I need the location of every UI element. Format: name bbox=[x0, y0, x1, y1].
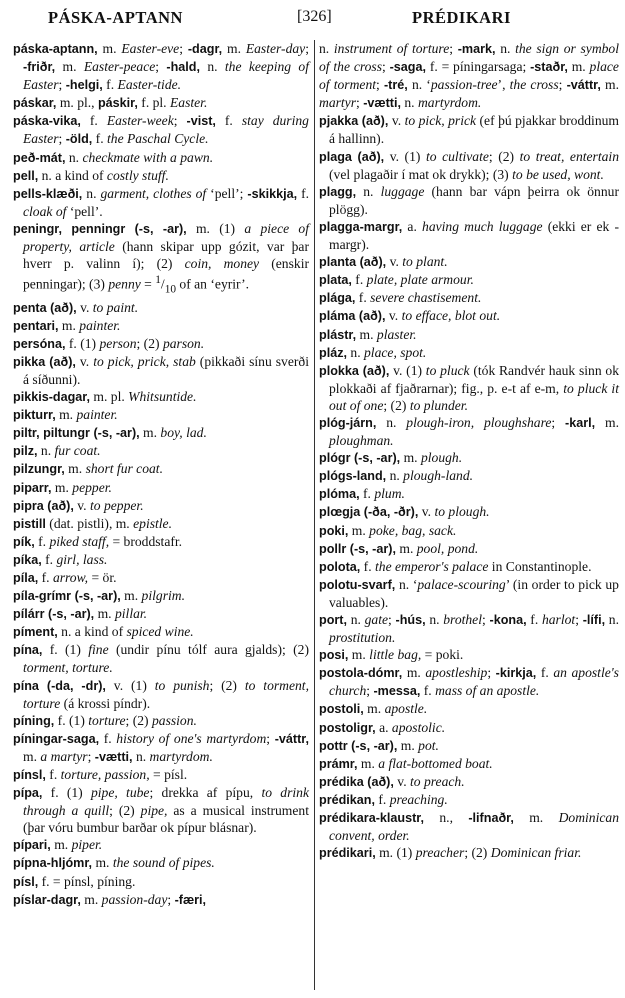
header-right-guide-word: PRÉDIKARI bbox=[412, 8, 511, 27]
dictionary-entry: persóna, f. (1) person; (2) parson. bbox=[13, 335, 205, 351]
dictionary-entry: prédika (að), v. to preach. bbox=[319, 773, 465, 789]
dictionary-entry: posi, m. little bag, = poki. bbox=[319, 647, 464, 663]
dictionary-entry: polotu-svarf, n. ‘palace-scouring’ (in order to pick up valuables). bbox=[319, 576, 619, 610]
dictionary-entry: postoli, m. apostle. bbox=[319, 701, 428, 717]
dictionary-entry: pína, f. (1) fine (undir pínu tólf aura gjalds); (2) torment, torture. bbox=[13, 642, 309, 676]
dictionary-entry: pláz, n. place, spot. bbox=[319, 344, 427, 360]
dictionary-entry: plóma, f. plum. bbox=[319, 486, 405, 502]
left-column bbox=[13, 40, 309, 909]
dictionary-entry: píning, f. (1) torture; (2) passion. bbox=[13, 712, 197, 728]
dictionary-entry: páska-vika, f. Easter-week; -vist, f. stay during Easter; -öld, f. the Paschal Cycle. bbox=[13, 113, 309, 147]
dictionary-entry: pistill (dat. pistli), m. epistle. bbox=[13, 515, 172, 531]
column-divider bbox=[314, 40, 315, 990]
dictionary-entry: píla-grímr (-s, -ar), m. pilgrim. bbox=[13, 588, 185, 604]
dictionary-entry: plagga-margr, a. having much luggage (ekki er ek -margr). bbox=[319, 218, 619, 253]
dictionary-entry: polota, f. the emperor's palace in Constantinople. bbox=[319, 558, 592, 574]
dictionary-entry: píka, f. girl, lass. bbox=[13, 551, 108, 567]
dictionary-entry: prámr, m. a flat-bottomed boat. bbox=[319, 755, 493, 771]
dictionary-entry: planta (að), v. to plant. bbox=[319, 254, 448, 270]
dictionary-entry: piltr, piltungr (-s, -ar), m. boy, lad. bbox=[13, 425, 207, 441]
dictionary-entry: píningar-saga, f. history of one's martyrdom; -váttr, m. a martyr; -vætti, n. martyrdom. bbox=[13, 730, 309, 764]
dictionary-entry: postoligr, a. apostolic. bbox=[319, 719, 446, 735]
dictionary-entry: plógr (-s, -ar), m. plough. bbox=[319, 450, 463, 466]
dictionary-entry: n. instrument of torture; -mark, n. the sign or symbol of the cross; -saga, f. = píningarsaga; -staðr, m. place of torment; -tré, n. ‘passion-tree’, the cross; -váttr, m. martyr; -vætti, n. martyrdom. bbox=[319, 41, 620, 111]
dictionary-entry: prédikari, m. (1) preacher; (2) Dominican friar. bbox=[319, 845, 582, 861]
dictionary-entry: pjakka (að), v. to pick, prick (ef þú pjakkar broddinum á hallinn). bbox=[319, 113, 620, 147]
dictionary-entry: plœgja (-ða, -ðr), v. to plough. bbox=[319, 504, 490, 520]
dictionary-entry: páskar, m. pl., páskir, f. pl. Easter. bbox=[13, 95, 208, 111]
dictionary-entry: poki, m. poke, bag, sack. bbox=[319, 522, 457, 538]
dictionary-entry: plóg-járn, n. plough-iron, ploughshare; -karl, m. ploughman. bbox=[319, 414, 619, 449]
dictionary-entry: peð-mát, n. checkmate with a pawn. bbox=[13, 149, 214, 165]
dictionary-entry: plokka (að), v. (1) to pluck (tók Randvér hauk sinn ok plokkaði af fjaðrarnar); fig., p. e-t af e-m, to pluck it out of one; (2) to plunder. bbox=[319, 362, 620, 413]
dictionary-entry: piparr, m. pepper. bbox=[13, 479, 112, 495]
dictionary-entry: postola-dómr, m. apostleship; -kirkja, f. an apostle's church; -messa, f. mass of an apostle. bbox=[319, 665, 619, 699]
dictionary-entry: pláma (að), v. to efface, blot out. bbox=[319, 308, 501, 324]
dictionary-entry: plága, f. severe chastisement. bbox=[319, 290, 482, 306]
dictionary-entry: páska-aptann, m. Easter-eve; -dagr, m. Easter-day; -friðr, m. Easter-peace; -hald, n. the keeping of Easter; -helgi, f. Easter-tide. bbox=[13, 41, 309, 93]
dictionary-entry: pottr (-s, -ar), m. pot. bbox=[319, 737, 439, 753]
dictionary-entry: pollr (-s, -ar), m. pool, pond. bbox=[319, 540, 479, 556]
dictionary-entry: píslar-dagr, m. passion-day; -færi, bbox=[13, 891, 207, 907]
page-number: [326] bbox=[297, 8, 332, 25]
header-left-guide-word: PÁSKA-APTANN bbox=[48, 8, 183, 27]
dictionary-entry: plagg, n. luggage (hann bar vápn þeirra ok önnur plögg). bbox=[319, 183, 619, 217]
dictionary-entry: penta (að), v. to paint. bbox=[13, 299, 139, 315]
dictionary-entry: port, n. gate; -hús, n. brothel; -kona, f. harlot; -lífi, n. prostitution. bbox=[319, 612, 619, 646]
dictionary-entry: pikturr, m. painter. bbox=[13, 407, 118, 423]
dictionary-entry: pentari, m. painter. bbox=[13, 317, 121, 333]
right-column bbox=[319, 40, 619, 862]
dictionary-entry: pilzungr, m. short fur coat. bbox=[13, 461, 163, 477]
dictionary-entry: prédikan, f. preaching. bbox=[319, 791, 448, 807]
dictionary-entry: pík, f. piked staff, = broddstafr. bbox=[13, 533, 183, 549]
dictionary-entry: plaga (að), v. (1) to cultivate; (2) to treat, entertain (vel plagaðir í mat ok drykk); (3) to be used, wont. bbox=[319, 148, 619, 182]
running-header bbox=[0, 6, 625, 32]
dictionary-entry: pells-klæði, n. garment, clothes of ‘pell’; -skikkja, f. cloak of ‘pell’. bbox=[13, 185, 309, 219]
dictionary-entry: pikka (að), v. to pick, prick, stab (pikkaði sínu sverði á síðunni). bbox=[13, 353, 309, 387]
dictionary-entry: písl, f. = pínsl, píning. bbox=[13, 873, 136, 889]
dictionary-entry: pikkis-dagar, m. pl. Whitsuntide. bbox=[13, 389, 197, 405]
dictionary-entry: pína (-da, -dr), v. (1) to punish; (2) to torment, torture (á krossi píndr). bbox=[13, 677, 309, 711]
dictionary-entry: plata, f. plate, plate armour. bbox=[319, 272, 474, 288]
dictionary-entry: pípa, f. (1) pipe, tube; drekka af pípu, to drink through a quill; (2) pipe, as a musical instrument (þar vóru bumbur barðar ok pípur blásnar). bbox=[13, 785, 309, 836]
dictionary-entry: pípna-hljómr, m. the sound of pipes. bbox=[13, 855, 215, 871]
dictionary-entry: plógs-land, n. plough-land. bbox=[319, 468, 474, 484]
dictionary-entry: pípari, m. piper. bbox=[13, 837, 103, 853]
dictionary-entry: pilz, n. fur coat. bbox=[13, 443, 101, 459]
dictionary-entry: prédikara-klaustr, n., -lifnaðr, m. Dominican convent, order. bbox=[319, 810, 619, 844]
dictionary-entry: plástr, m. plaster. bbox=[319, 326, 417, 342]
dictionary-entry: peningr, penningr (-s, -ar), m. (1) a piece of property, article (hann skipar upp gózit, var þar hverr p. valinn í); (2) coin, money (enskir penningar); (3) penny = $^1/_{10}$ of an ‘eyrir’. bbox=[13, 220, 309, 296]
dictionary-entry: pílárr (-s, -ar), m. pillar. bbox=[13, 606, 148, 622]
dictionary-entry: píla, f. arrow, = ör. bbox=[13, 569, 117, 585]
dictionary-entry: píment, n. a kind of spiced wine. bbox=[13, 624, 194, 640]
dictionary-entry: pell, n. a kind of costly stuff. bbox=[13, 167, 169, 183]
dictionary-entry: pipra (að), v. to pepper. bbox=[13, 497, 144, 513]
dictionary-entry: pínsl, f. torture, passion, = písl. bbox=[13, 767, 188, 782]
